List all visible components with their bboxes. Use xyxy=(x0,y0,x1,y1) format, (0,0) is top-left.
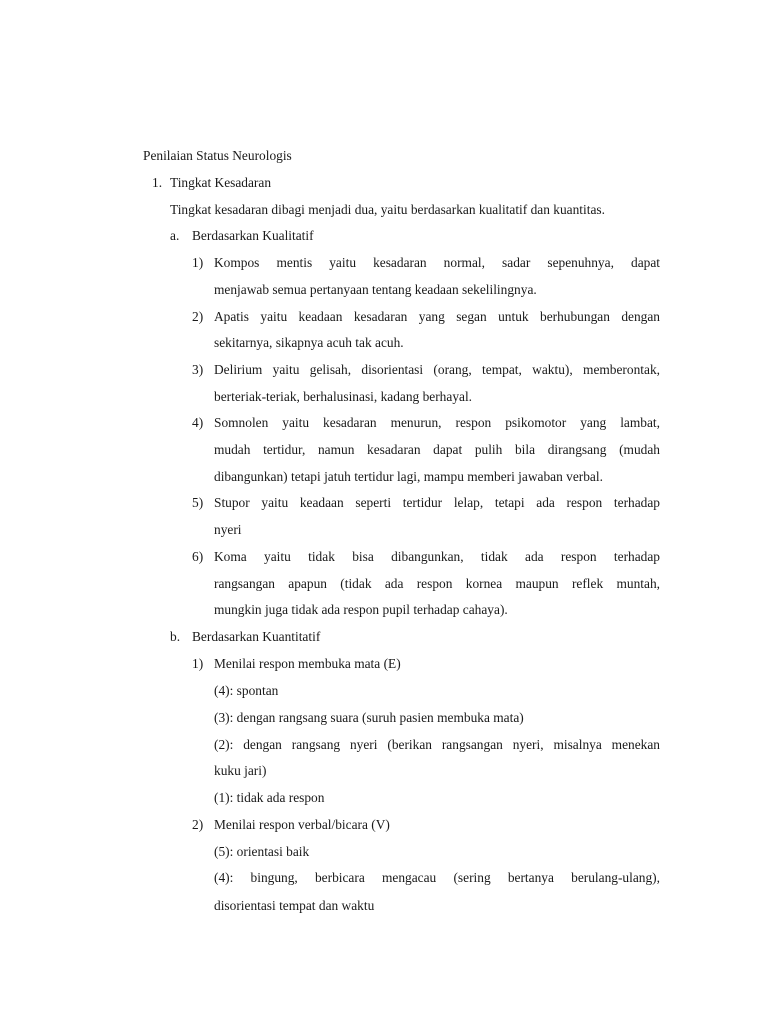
score-line: (3): dengan rangsang suara (suruh pasien membuka mata) xyxy=(214,710,524,725)
list-item-text: Stupor yaitu keadaan seperti tertidur lelap, tetapi ada respon terhadap xyxy=(214,495,660,510)
list-item-text: sekitarnya, sikapnya acuh tak acuh. xyxy=(214,335,404,350)
list-item-number: 2) xyxy=(192,309,204,324)
list-item-number: 1) xyxy=(192,656,204,671)
section-intro: Tingkat kesadaran dibagi menjadi dua, yaitu berdasarkan kualitatif dan kuantitas. xyxy=(170,202,605,217)
list-item-label: Menilai respon verbal/bicara (V) xyxy=(214,817,390,832)
document-title: Penilaian Status Neurologis xyxy=(143,148,292,163)
subsection-b-heading: Berdasarkan Kuantitatif xyxy=(192,629,321,644)
list-item-text: menjawab semua pertanyaan tentang keadaan sekelilingnya. xyxy=(214,282,537,297)
list-item-number: 1) xyxy=(192,255,204,270)
section-heading: Tingkat Kesadaran xyxy=(170,175,272,190)
score-line: (2): dengan rangsang nyeri (berikan rangsangan nyeri, misalnya menekan xyxy=(214,737,660,752)
list-item-text: Delirium yaitu gelisah, disorientasi (orang, tempat, waktu), memberontak, xyxy=(214,362,660,377)
list-item-text: berteriak-teriak, berhalusinasi, kadang berhayal. xyxy=(214,389,473,404)
score-line: (4): spontan xyxy=(214,683,279,698)
list-item-text: dibangunkan) tetapi jatuh tertidur lagi, mampu memberi jawaban verbal. xyxy=(214,469,603,484)
score-line: disorientasi tempat dan waktu xyxy=(214,898,375,913)
list-item-text: Kompos mentis yaitu kesadaran normal, sadar sepenuhnya, dapat xyxy=(214,255,660,270)
section-number: 1. xyxy=(152,175,163,190)
list-item-text: Koma yaitu tidak bisa dibangunkan, tidak ada respon terhadap xyxy=(214,549,660,564)
subsection-a-letter: a. xyxy=(170,228,180,243)
score-line: (5): orientasi baik xyxy=(214,844,310,859)
list-item-number: 5) xyxy=(192,495,204,510)
list-item-label: Menilai respon membuka mata (E) xyxy=(214,656,401,671)
list-item-number: 2) xyxy=(192,817,204,832)
score-line: kuku jari) xyxy=(214,763,267,778)
list-item-number: 3) xyxy=(192,362,204,377)
score-line: (4): bingung, berbicara mengacau (sering bertanya berulang-ulang), xyxy=(214,870,660,885)
list-item-text: rangsangan apapun (tidak ada respon kornea maupun reflek muntah, xyxy=(214,576,660,591)
list-item-text: mungkin juga tidak ada respon pupil terhadap cahaya). xyxy=(214,602,508,617)
list-item-text: Somnolen yaitu kesadaran menurun, respon psikomotor yang lambat, xyxy=(214,415,660,430)
subsection-b-letter: b. xyxy=(170,629,181,644)
score-line: (1): tidak ada respon xyxy=(214,790,325,805)
list-item-number: 4) xyxy=(192,415,204,430)
list-item-text: mudah tertidur, namun kesadaran dapat pulih bila dirangsang (mudah xyxy=(214,442,660,457)
subsection-a-heading: Berdasarkan Kualitatif xyxy=(192,228,314,243)
list-item-text: nyeri xyxy=(214,522,242,537)
list-item-number: 6) xyxy=(192,549,204,564)
list-item-text: Apatis yaitu keadaan kesadaran yang segan untuk berhubungan dengan xyxy=(214,309,660,324)
